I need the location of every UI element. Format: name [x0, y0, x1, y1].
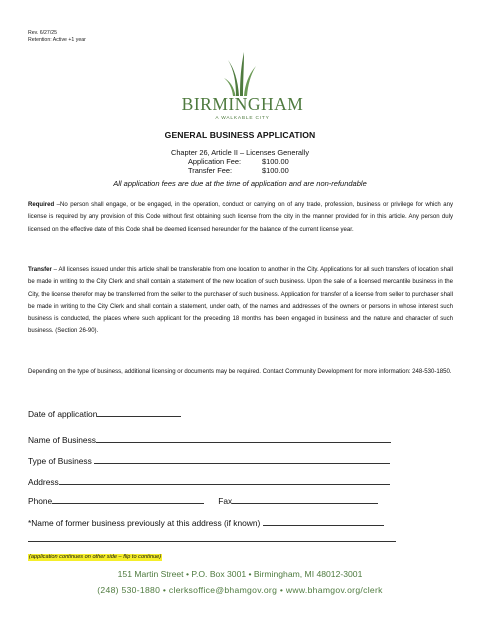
- contact-text: Depending on the type of business, additional licensing or documents may be required. Contact Community Development for more information: 248-530-1850.: [28, 369, 452, 375]
- fee-notice: All application fees are due at the time of application and are non-refundable: [113, 179, 367, 188]
- fee-row: [0, 157, 480, 166]
- continued-note: (application continues on other side – flip to continue): [29, 554, 162, 560]
- date-label: Date of application: [28, 409, 98, 419]
- former-business-label: *Name of former business previously at this address (if known): [28, 518, 263, 528]
- business-type-field: [28, 455, 390, 466]
- fee-label: Transfer Fee:: [188, 166, 233, 175]
- date-input-line[interactable]: [97, 408, 181, 417]
- fee-row: [0, 166, 480, 175]
- logo-wordmark: BIRMINGHAM: [181, 94, 304, 114]
- revision-date: Rev. 6/27/25: [28, 30, 58, 36]
- fee-label: Application Fee:: [188, 157, 241, 166]
- chapter-reference: Chapter 26, Article II – Licenses Generally: [170, 148, 310, 157]
- logo-tagline: A WALKABLE CITY: [215, 116, 270, 121]
- grass-blades-icon: [220, 52, 265, 96]
- fax-label: Fax: [218, 496, 233, 506]
- former-business-input-line[interactable]: [263, 517, 384, 526]
- former-business-continuation-line[interactable]: [28, 541, 396, 542]
- date-of-application-field: [28, 408, 181, 419]
- phone-fax-field: [28, 495, 378, 506]
- business-name-label: Name of Business: [28, 435, 96, 445]
- business-type-label: Type of Business: [28, 456, 95, 466]
- required-section: [28, 199, 453, 236]
- phone-input-line[interactable]: [52, 495, 204, 504]
- transfer-heading: Transfer: [28, 267, 52, 273]
- fee-list: [0, 157, 480, 177]
- address-field: [28, 476, 390, 487]
- address-label: Address: [28, 477, 59, 487]
- business-type-input-line[interactable]: [94, 455, 390, 464]
- business-name-field: [28, 434, 391, 445]
- footer-contact: (248) 530-1880 • clerksoffice@bhamgov.org • www.bhamgov.org/clerk: [97, 585, 383, 595]
- fee-value: $100.00: [262, 157, 289, 166]
- business-name-input-line[interactable]: [96, 434, 391, 443]
- fee-value: $100.00: [262, 166, 289, 175]
- address-input-line[interactable]: [59, 476, 390, 485]
- revision-info: [28, 30, 86, 44]
- city-logo: [170, 52, 315, 127]
- contact-section: [28, 366, 453, 378]
- former-business-field: [28, 517, 384, 528]
- phone-label: Phone: [28, 496, 53, 506]
- fax-input-line[interactable]: [232, 495, 378, 504]
- transfer-text: – All licenses issued under this article shall be transferable from one location to another in the City. Applications for all such transfers of location shall be made in writing to the City Clerk and shall contain a statement of the new location of such business. Upon the sale of a licensed mercantile business in the City, the license therefor may be transferred from the seller to the purchaser of such business. Application for transfer of a license from seller to purchaser shall be made in writing to the City Clerk and shall contain a statement, under oath, of the names and addresses of the owners or persons in whose interest such business is conducted, the places where such applicant for the preceding 18 months has been engaged in business and the nature and character of such business. (Section 26-90).: [28, 267, 453, 335]
- required-text: –No person shall engage, or be engaged, in the operation, conduct or carrying on of any trade, profession, business or privilege for which any license is required by any provision of this Code without first obtaining such license from the city in the manner provided for in this article. Any person duly licensed on the effective date of this Code shall be deemed licensed hereunder for the balance of the current license year.: [28, 202, 453, 233]
- footer-address: 151 Martin Street • P.O. Box 3001 • Birmingham, MI 48012-3001: [117, 569, 363, 579]
- page-title: GENERAL BUSINESS APPLICATION: [164, 130, 316, 140]
- required-heading: Required: [28, 202, 55, 208]
- transfer-section: [28, 264, 453, 338]
- retention-note: Retention: Active +1 year: [28, 37, 86, 43]
